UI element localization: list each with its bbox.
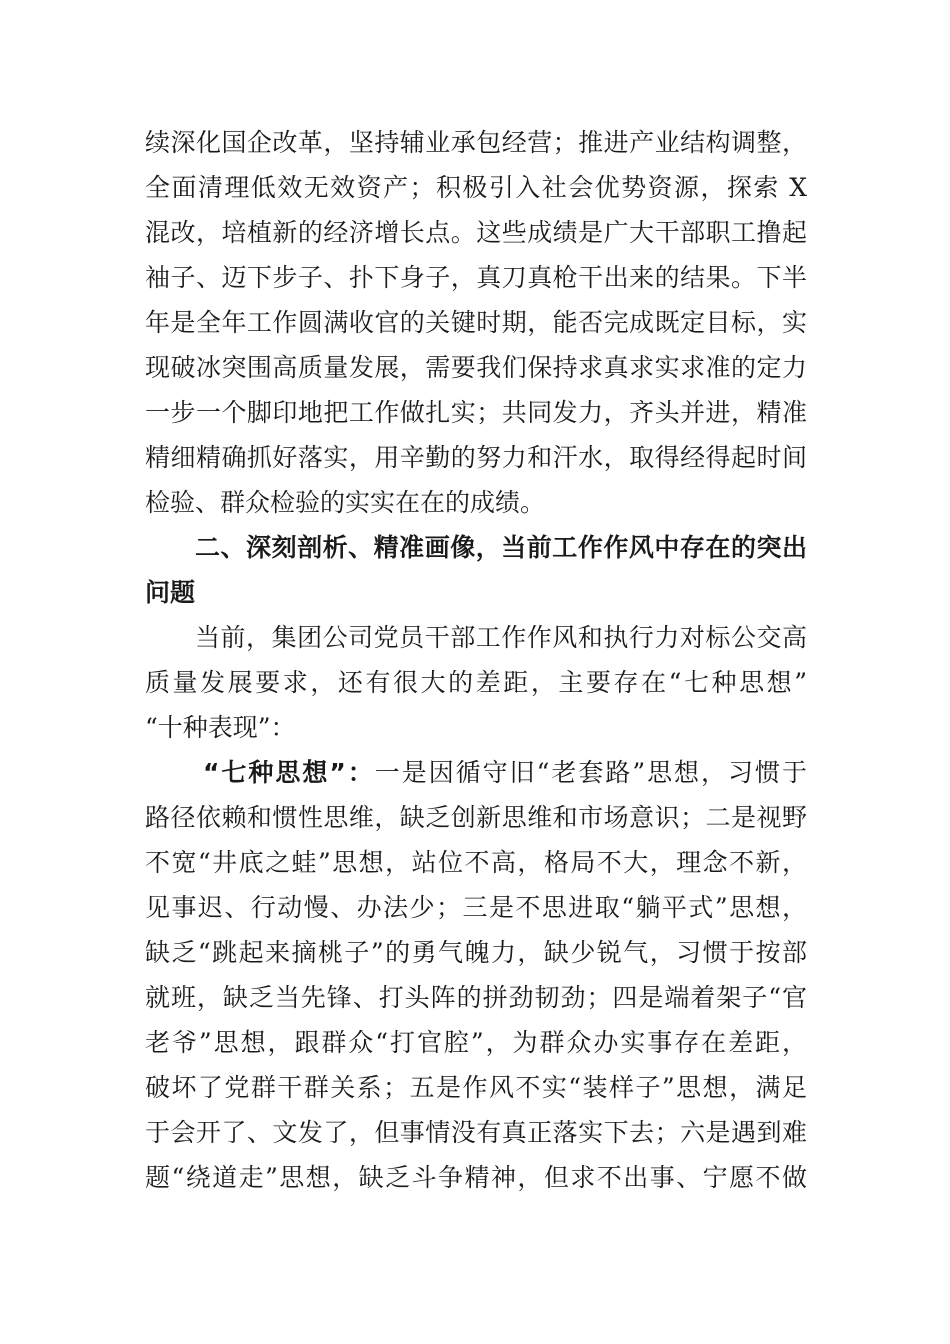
text-line: 全面清理低效无效资产；积极引入社会优势资源，探索 X xyxy=(145,173,807,202)
text-line: 年是全年工作圆满收官的关键时期，能否完成既定目标，实 xyxy=(145,308,807,337)
text-line: 检验、群众检验的实实在在的成绩。 xyxy=(145,488,546,517)
text-line: 破坏了党群干群关系；五是作风不实“装样子”思想，满足 xyxy=(145,1073,807,1102)
text-line: 题“绕道走”思想，缺乏斗争精神，但求不出事、宁愿不做 xyxy=(145,1163,807,1192)
text-line: 混改，培植新的经济增长点。这些成绩是广大干部职工撸起 xyxy=(145,218,807,247)
text-line: 就班，缺乏当先锋、打头阵的拼劲韧劲；四是端着架子“官 xyxy=(145,983,807,1012)
text-line: “十种表现”： xyxy=(145,713,296,742)
text-line: 当前，集团公司党员干部工作作风和执行力对标公交高 xyxy=(195,623,807,652)
section-heading xyxy=(145,525,807,615)
document-body xyxy=(145,120,807,1200)
text-line xyxy=(145,750,807,795)
text-line: 一步一个脚印地把工作做扎实；共同发力，齐头并进，精准 xyxy=(145,398,807,427)
text-line: 精细精确抓好落实，用辛勤的努力和汗水，取得经得起时间 xyxy=(145,443,807,472)
text-line: 老爷”思想，跟群众“打官腔”，为群众办实事存在差距， xyxy=(145,1028,807,1057)
text-line: 质量发展要求，还有很大的差距，主要存在“七种思想” xyxy=(145,668,807,697)
text-line: 不宽“井底之蛙”思想，站位不高，格局不大，理念不新， xyxy=(145,848,807,877)
text-line: 缺乏“跳起来摘桃子”的勇气魄力，缺少锐气，习惯于按部 xyxy=(145,938,807,967)
text-run: 一是因循守旧“老套路”思想，习惯于 xyxy=(374,758,807,787)
text-line: 见事迟、行动慢、办法少；三是不思进取“躺平式”思想， xyxy=(145,893,807,922)
text-line: 袖子、迈下步子、扑下身子，真刀真枪干出来的结果。下半 xyxy=(145,263,807,292)
text-line: 现破冰突围高质量发展，需要我们保持求真求实求准的定力 xyxy=(145,353,807,382)
bold-lead-term: “七种思想”： xyxy=(203,758,375,787)
text-line: 路径依赖和惯性思维，缺乏创新思维和市场意识；二是视野 xyxy=(145,803,807,832)
paragraph-seven-thoughts xyxy=(145,750,807,1200)
text-line: 于会开了、文发了，但事情没有真正落实下去；六是遇到难 xyxy=(145,1118,807,1147)
heading-line: 问题 xyxy=(145,578,196,607)
text-line: 续深化国企改革，坚持辅业承包经营；推进产业结构调整， xyxy=(145,128,807,157)
heading-line: 二、深刻剖析、精准画像，当前工作作风中存在的突出 xyxy=(195,533,807,562)
paragraph-achievements xyxy=(145,120,807,525)
paragraph-intro xyxy=(145,615,807,750)
